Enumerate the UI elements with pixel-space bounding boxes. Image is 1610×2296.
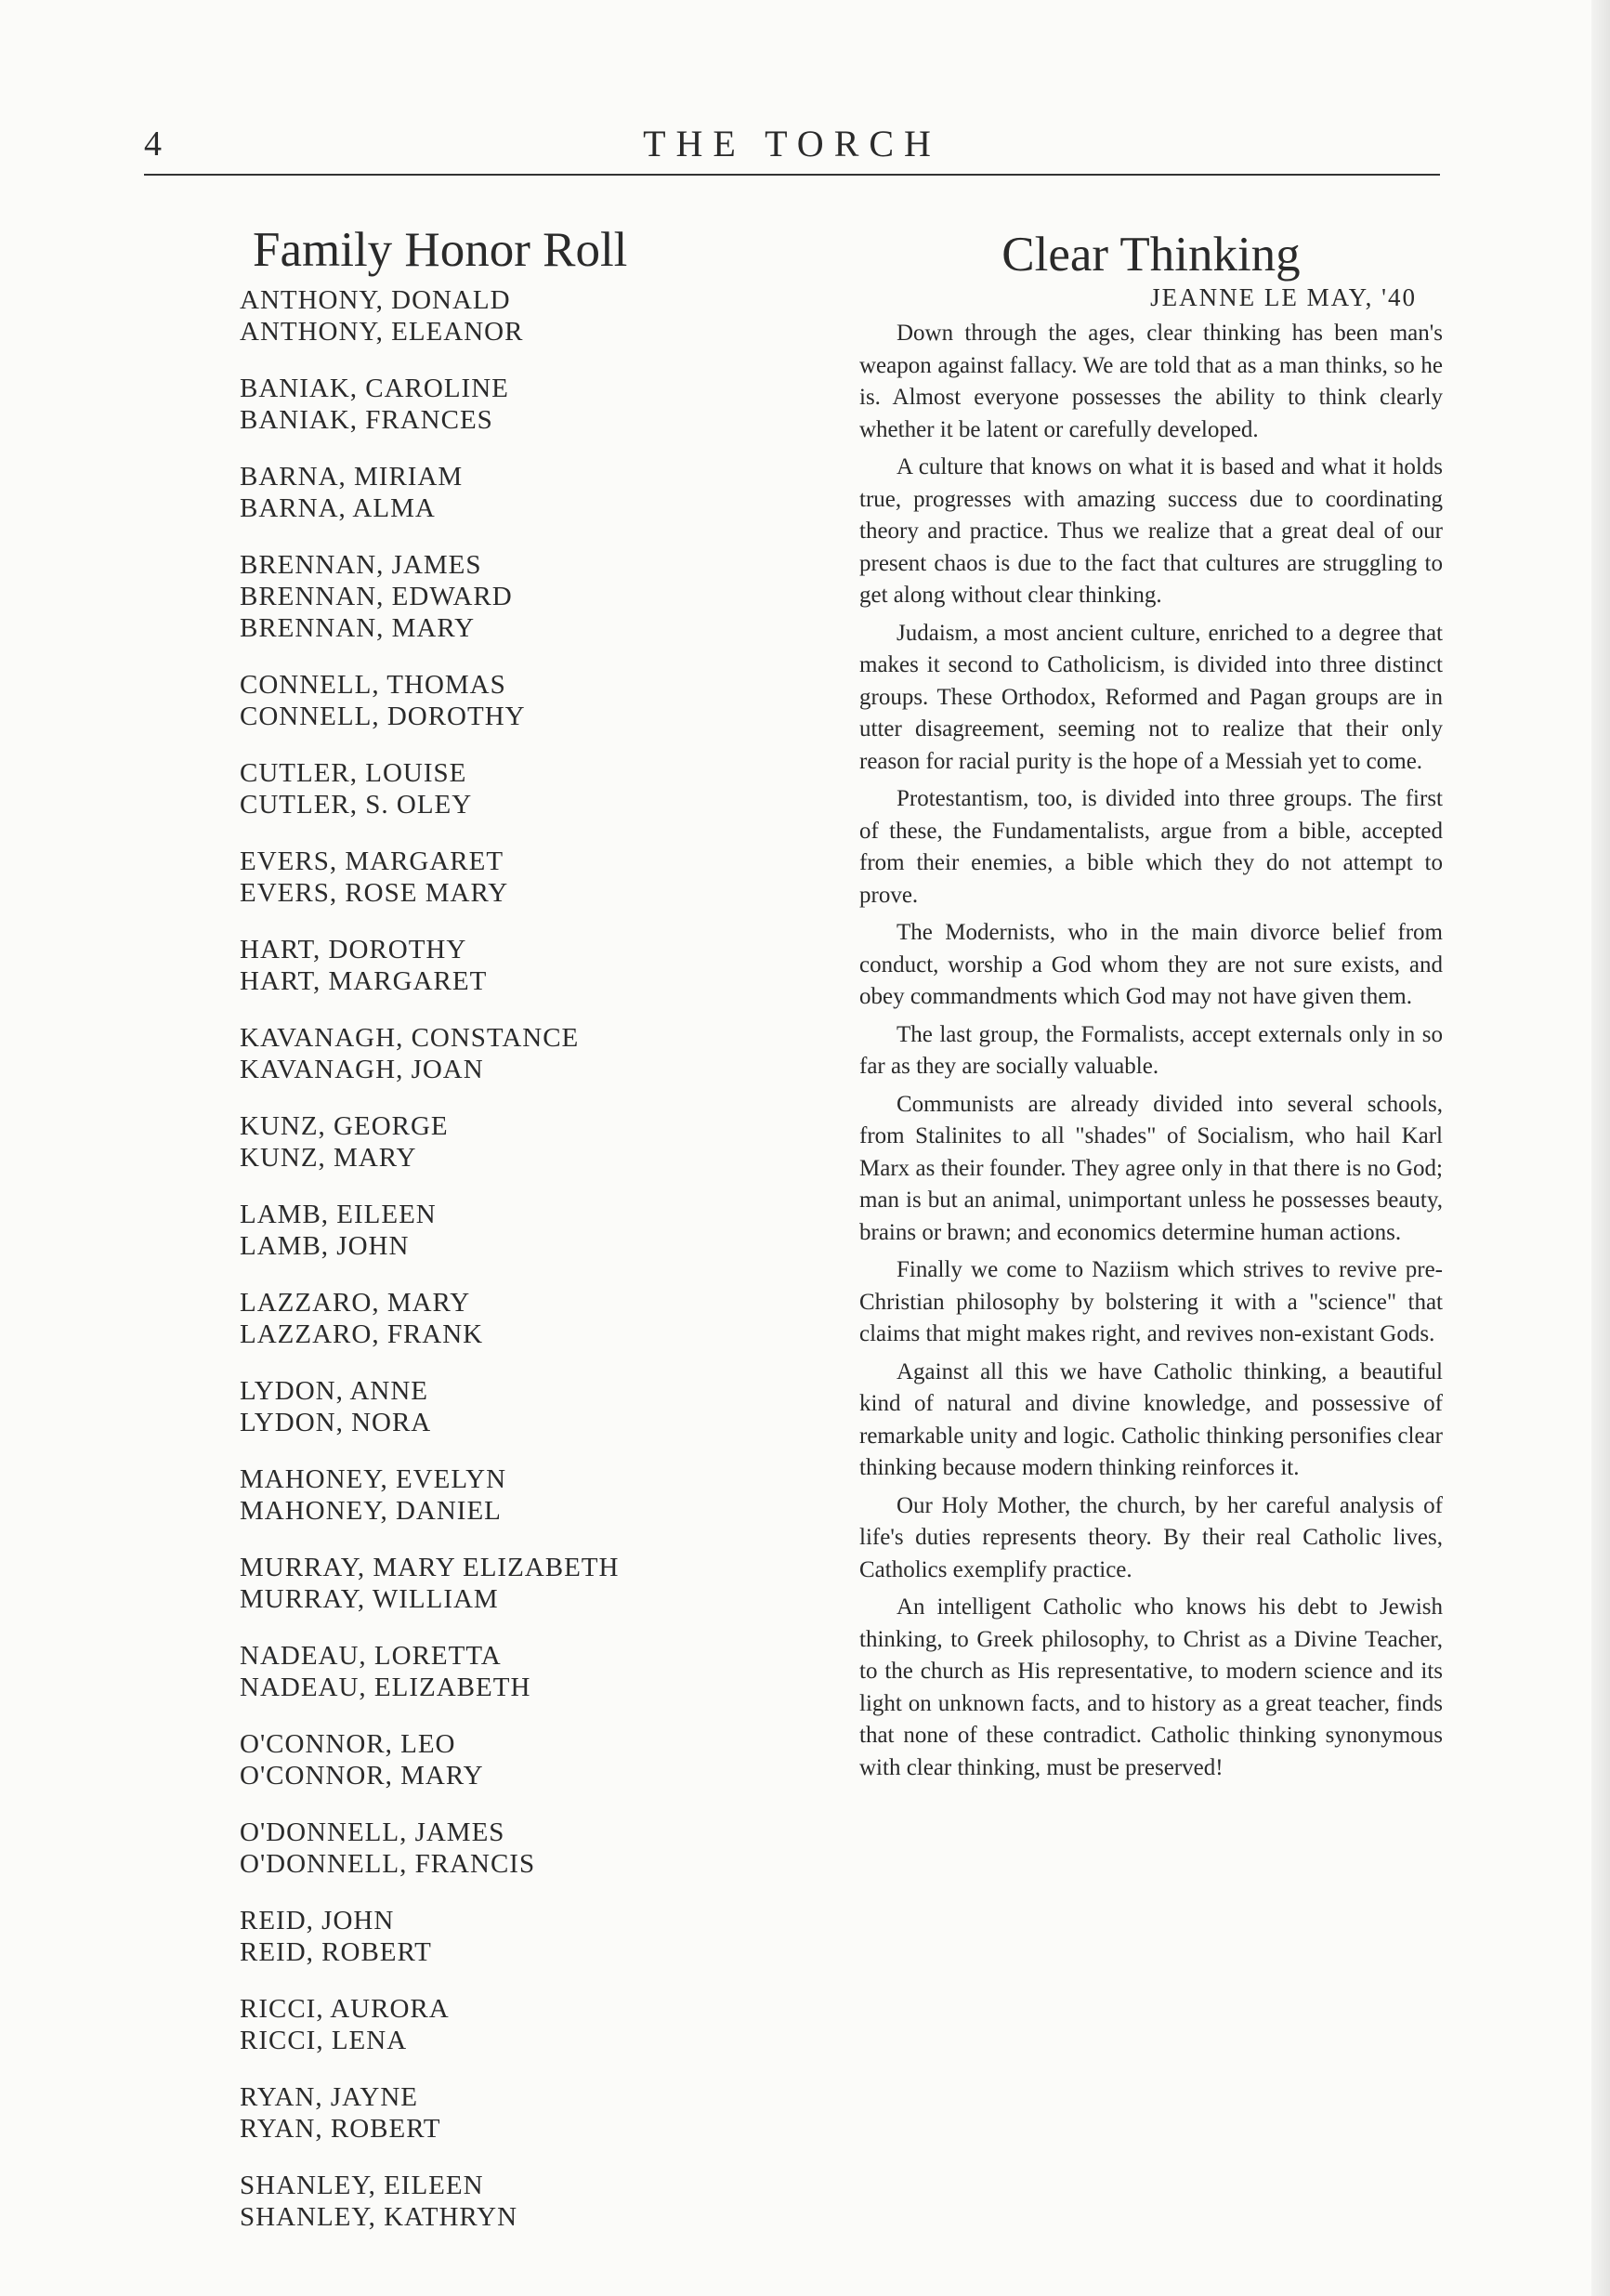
family-group — [240, 846, 723, 909]
article-paragraph: Protestantism, too, is divided into three groups. The first of these, the Fundamentalists, argue from a bible, accepted from their enemies, a bible which they do not attempt to prove. — [859, 786, 1443, 908]
article-paragraph: Our Holy Mother, the church, by her careful analysis of life's duties represents theory. By their real Catholic lives, Catholics exemplify practice. — [859, 1492, 1443, 1582]
article-paragraph: The Modernists, who in the main divorce belief from conduct, worship a God whom they are not sure exists, and obey commandments which God may not have given them. — [859, 920, 1443, 1010]
family-member: LYDON, NORA — [240, 1408, 432, 1438]
family-member: NADEAU, ELIZABETH — [240, 1673, 531, 1703]
family-member: BARNA, MIRIAM — [240, 462, 464, 492]
family-group — [240, 1375, 723, 1438]
article-paragraph: The last group, the Formalists, accept externals only in so far as they are socially valuable. — [859, 1021, 1443, 1080]
family-member: KAVANAGH, CONSTANCE — [240, 1023, 580, 1054]
family-member: KAVANAGH, JOAN — [240, 1055, 484, 1085]
article-paragraph: Judaism, a most ancient culture, enriched to a degree that makes it second to Catholicism, is divided into three distinct groups. These Orthodox, Reformed and Pagan groups are in utter disagreement, seeming not to realize that their only reason for racial purity is the hope of a Messiah yet to come. — [859, 620, 1443, 774]
family-member: MURRAY, MARY ELIZABETH — [240, 1553, 620, 1583]
family-member: ANTHONY, DONALD — [240, 285, 511, 316]
family-group — [240, 284, 723, 348]
family-member: BANIAK, FRANCES — [240, 405, 493, 436]
family-group — [240, 669, 723, 732]
article-paragraph: Down through the ages, clear thinking has been man's weapon against fallacy. We are told that as a man thinks, so he is. Almost everyone possesses the ability to think clearly whether it be latent or carefully developed. — [859, 321, 1443, 442]
family-member: O'CONNOR, LEO — [240, 1729, 456, 1760]
page-number: 4 — [144, 125, 162, 164]
family-member: CUTLER, S. OLEY — [240, 790, 473, 820]
family-member: LAMB, EILEEN — [240, 1200, 437, 1230]
family-member: EVERS, ROSE MARY — [240, 878, 509, 909]
family-group — [240, 1463, 723, 1527]
article-paragraph: Communists are already divided into several schools, from Stalinites to all "shades" of Socialism, who hail Karl Marx as their founder. They agree only in that there is no God; man is but an animal, unimportant unless he possesses beauty, brains or brawn; and economics determine human actions. — [859, 1091, 1443, 1245]
honor-roll-column — [240, 223, 723, 2258]
article-paragraph: Against all this we have Catholic thinking, a beautiful kind of natural and divine knowledge, and possessive of remarkable unity and logic. Catholic thinking personifies clear thinking because modern thinking reinforces it. — [859, 1358, 1443, 1481]
family-member: ANTHONY, ELEANOR — [240, 317, 524, 348]
family-member: LAMB, JOHN — [240, 1231, 410, 1262]
family-group — [240, 2170, 723, 2233]
family-member: RICCI, AURORA — [240, 1994, 450, 2025]
page-header — [144, 116, 1440, 176]
family-member: LAZZARO, MARY — [240, 1288, 471, 1319]
family-member: RYAN, JAYNE — [240, 2082, 419, 2113]
family-group — [240, 549, 723, 644]
family-member: MAHONEY, DANIEL — [240, 1496, 502, 1527]
family-member: BARNA, ALMA — [240, 493, 436, 524]
family-member: KUNZ, GEORGE — [240, 1111, 449, 1142]
family-member: REID, JOHN — [240, 1906, 395, 1936]
family-member: O'CONNOR, MARY — [240, 1761, 484, 1791]
article-paragraph: An intelligent Catholic who knows his debt to Jewish thinking, to Greek philosophy, to Christ as a Divine Teacher, to the church as His representative, to modern science and its light on unknown facts, and to history as a great teacher, finds that none of these contradict. Catholic thinking synonymous with clear thinking, must be preserved! — [859, 1594, 1443, 1780]
article-title: Clear Thinking — [1001, 228, 1301, 282]
family-group — [240, 1552, 723, 1615]
article-paragraph: A culture that knows on what it is based and what it holds true, progresses with amazing success due to coordinating theory and practice. Thus we realize that a great deal of our present chaos is due to the fact that cultures are struggling to get along without clear thinking. — [859, 454, 1443, 609]
family-member: MURRAY, WILLIAM — [240, 1584, 499, 1615]
family-member: BRENNAN, EDWARD — [240, 582, 513, 612]
family-group — [240, 1640, 723, 1703]
family-group — [240, 934, 723, 997]
family-group — [240, 373, 723, 436]
article-byline: JEANNE LE MAY, '40 — [1150, 283, 1417, 312]
family-group — [240, 1287, 723, 1350]
family-member: KUNZ, MARY — [240, 1143, 417, 1174]
family-member: BANIAK, CAROLINE — [240, 374, 509, 404]
family-member: CUTLER, LOUISE — [240, 758, 467, 789]
family-group — [240, 757, 723, 820]
family-group — [240, 1728, 723, 1791]
family-group — [240, 2081, 723, 2145]
family-member: RYAN, ROBERT — [240, 2114, 441, 2145]
family-group — [240, 1022, 723, 1085]
family-member: SHANLEY, EILEEN — [240, 2171, 484, 2201]
family-group — [240, 1110, 723, 1174]
family-group — [240, 1905, 723, 1968]
article-paragraph: Finally we come to Naziism which strives to revive pre-Christian philosophy by bolstering it with a "science" that claims that might makes right, and revives non-existant Gods. — [859, 1257, 1443, 1347]
family-member: HART, MARGARET — [240, 966, 488, 997]
family-member: SHANLEY, KATHRYN — [240, 2202, 518, 2233]
family-member: HART, DOROTHY — [240, 935, 467, 965]
family-member: LAZZARO, FRANK — [240, 1319, 484, 1350]
family-member: MAHONEY, EVELYN — [240, 1464, 507, 1495]
family-member: CONNELL, DOROTHY — [240, 702, 526, 732]
honor-roll-title: Family Honor Roll — [253, 223, 628, 277]
family-member: EVERS, MARGARET — [240, 846, 504, 877]
page-edge — [1591, 0, 1610, 2296]
honor-roll-list — [240, 284, 723, 2233]
family-member: BRENNAN, MARY — [240, 613, 476, 644]
family-member: O'DONNELL, FRANCIS — [240, 1849, 536, 1880]
family-member: NADEAU, LORETTA — [240, 1641, 502, 1672]
family-group — [240, 461, 723, 524]
family-member: O'DONNELL, JAMES — [240, 1817, 505, 1848]
family-member: CONNELL, THOMAS — [240, 670, 506, 701]
journal-title: THE TORCH — [643, 123, 941, 164]
family-group — [240, 1817, 723, 1880]
article-column — [859, 228, 1443, 1790]
family-group — [240, 1993, 723, 2056]
family-member: RICCI, LENA — [240, 2026, 408, 2056]
family-group — [240, 1199, 723, 1262]
article-body — [859, 318, 1443, 1784]
family-member: REID, ROBERT — [240, 1937, 432, 1968]
family-member: BRENNAN, JAMES — [240, 550, 482, 581]
family-member: LYDON, ANNE — [240, 1376, 429, 1407]
